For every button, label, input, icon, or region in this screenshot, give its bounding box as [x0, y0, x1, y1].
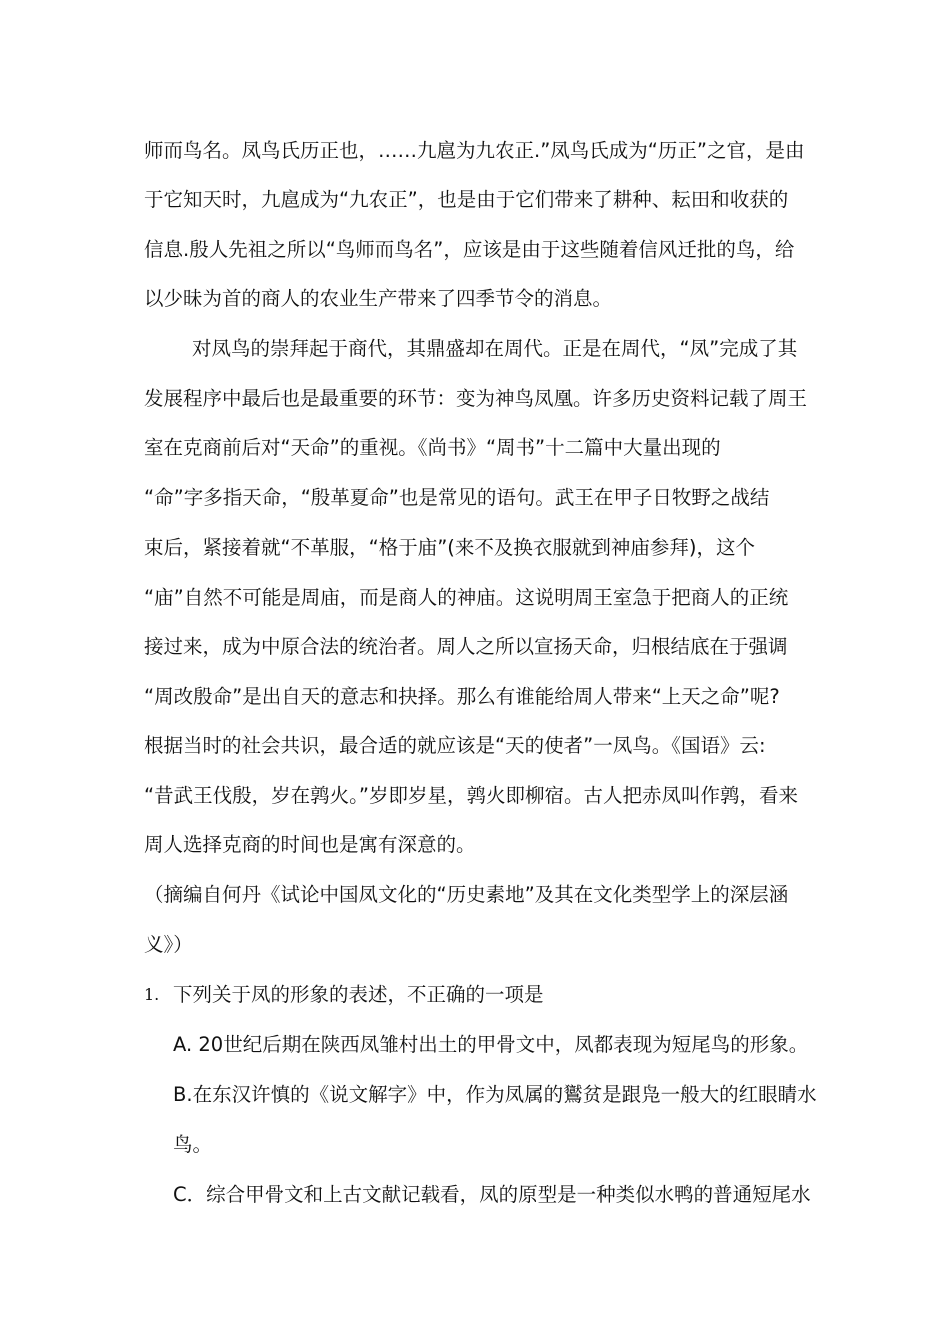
- paragraph-1-line-3: 信息.殷人先祖之所以“鸟师而鸟名”，应该是由于这些随着信风迁批的鸟，给: [144, 238, 795, 261]
- paragraph-1-line-2: 于它知天时，九扈成为“九农正”，也是由于它们带来了耕种、耘田和收获的: [144, 188, 789, 211]
- paragraph-1-line-4: 以少昧为首的商人的农业生产带来了四季节令的消息。: [144, 287, 613, 310]
- paragraph-2-line-8: “周改殷命”是出自天的意志和抉择。那么有谁能给周人带来“上天之命”呢?: [144, 685, 780, 708]
- question-1-option-c: C．综合甲骨文和上古文献记载看，凤的原型是一种类似水鸭的普通短尾水: [173, 1183, 811, 1206]
- paragraph-2-line-9: 根据当时的社会共识，最合适的就应该是“天的使者”一凤鸟。《国语》云:: [144, 734, 766, 757]
- paragraph-2-line-2: 发展程序中最后也是最重要的环节：变为神鸟凤凰。许多历史资料记载了周王: [144, 387, 808, 410]
- question-1-option-b-line-2: 鸟。: [173, 1133, 213, 1156]
- paragraph-2-line-10: “昔武王伐殷，岁在鹑火。”岁即岁星，鹑火即柳宿。古人把赤凤叫作鹑，看来: [144, 784, 798, 807]
- paragraph-2-line-4: “命”字多指天命，“殷革夏命”也是常见的语句。武王在甲子日牧野之战结: [144, 486, 770, 509]
- paragraph-2-line-11: 周人选择克商的时间也是寓有深意的。: [144, 833, 476, 856]
- paragraph-2-line-1: 对凤鸟的崇拜起于商代，其鼎盛却在周代。正是在周代，“凤”完成了其: [192, 337, 798, 360]
- source-line-1: （摘编自何丹《试论中国凤文化的“历史素地”及其在文化类型学上的深层涵: [144, 883, 789, 906]
- question-1-stem: 下列关于凤的形象的表述，不正确的一项是: [173, 983, 544, 1006]
- paragraph-2-line-6: “庙”自然不可能是周庙，而是商人的神庙。这说明周王室急于把商人的正统: [144, 586, 789, 609]
- question-1-option-a: A. 20世纪后期在陕西凤雏村出土的甲骨文中，凤都表现为短尾鸟的形象。: [173, 1033, 809, 1056]
- paragraph-2-line-3: 室在克商前后对“天命”的重视。《尚书》“周书”十二篇中大量出现的: [144, 436, 721, 459]
- paragraph-1-line-1: 师而鸟名。凤鸟氏历正也，……九扈为九农正.”凤鸟氏成为“历正”之官，是由: [144, 139, 805, 162]
- source-line-2: 义》）: [144, 933, 193, 956]
- question-1-option-b-line-1: B.在东汉许慎的《说文解字》中，作为凤属的鸑贫是跟凫一般大的红眼睛水: [173, 1083, 817, 1106]
- paragraph-2-line-5: 束后，紧接着就“不革服，“格于庙”(来不及换衣服就到神庙参拜)，这个: [144, 536, 756, 559]
- question-1-number: 1.: [144, 985, 160, 1004]
- paragraph-2-line-7: 接过来，成为中原合法的统治者。周人之所以宣扬天命，归根结底在于强调: [144, 635, 788, 658]
